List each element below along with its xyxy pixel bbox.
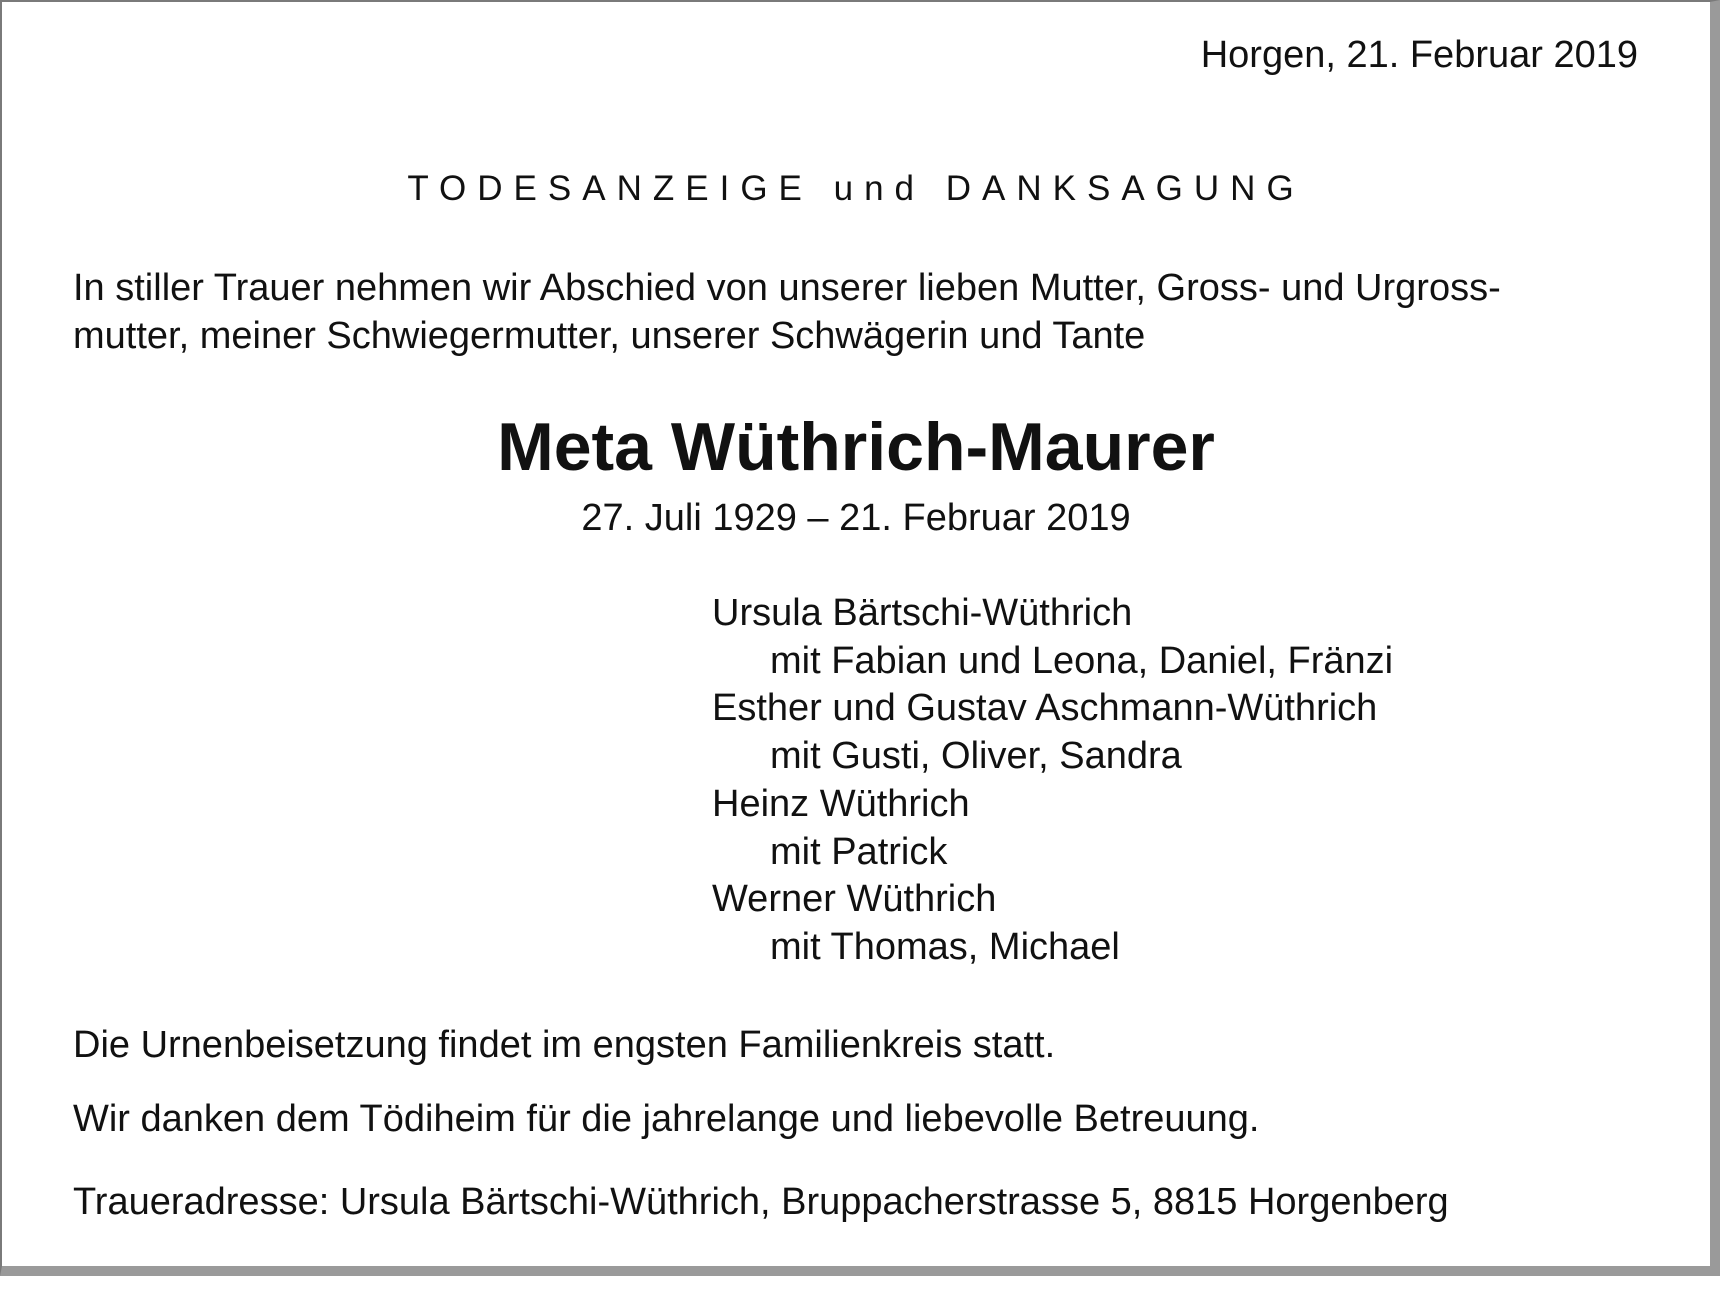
mourning-address: Traueradresse: Ursula Bärtschi-Wüthrich, Bruppacherstrasse 5, 8815 Horgenberg [73,1181,1449,1223]
mourner-family: mit Fabian und Leona, Daniel, Fränzi [770,639,1394,682]
deceased-name: Meta Wüthrich-Maurer [497,409,1215,485]
mourner-name: Esther und Gustav Aschmann-Wüthrich [712,687,1378,730]
mourner-name: Ursula Bärtschi-Wüthrich [712,592,1133,634]
obituary-notice [2,2,1710,1266]
notice-heading: TODESANZEIGE und DANKSAGUNG [407,169,1305,208]
place-and-date: Horgen, 21. Februar 2019 [1200,34,1638,76]
funeral-note: Die Urnenbeisetzung findet im engsten Familienkreis statt. [73,1024,1056,1066]
mourner-family: mit Patrick [770,830,948,873]
mourner-name: Heinz Wüthrich [712,782,970,825]
mourner-name: Werner Wüthrich [712,878,997,921]
lifespan-dates: 27. Juli 1929 – 21. Februar 2019 [581,497,1131,539]
thanks-note: Wir danken dem Tödiheim für die jahrelange und liebevolle Betreuung. [73,1098,1260,1140]
mourners-list [712,590,1393,972]
mourner-family: mit Gusti, Oliver, Sandra [770,735,1182,778]
mourner-family: mit Thomas, Michael [770,925,1120,968]
intro-line: mutter, meiner Schwiegermutter, unserer Schwägerin und Tante [73,315,1146,357]
intro-text [73,264,1663,360]
intro-line: In stiller Trauer nehmen wir Abschied von unserer lieben Mutter, Gross- und Urgross- [73,267,1501,309]
